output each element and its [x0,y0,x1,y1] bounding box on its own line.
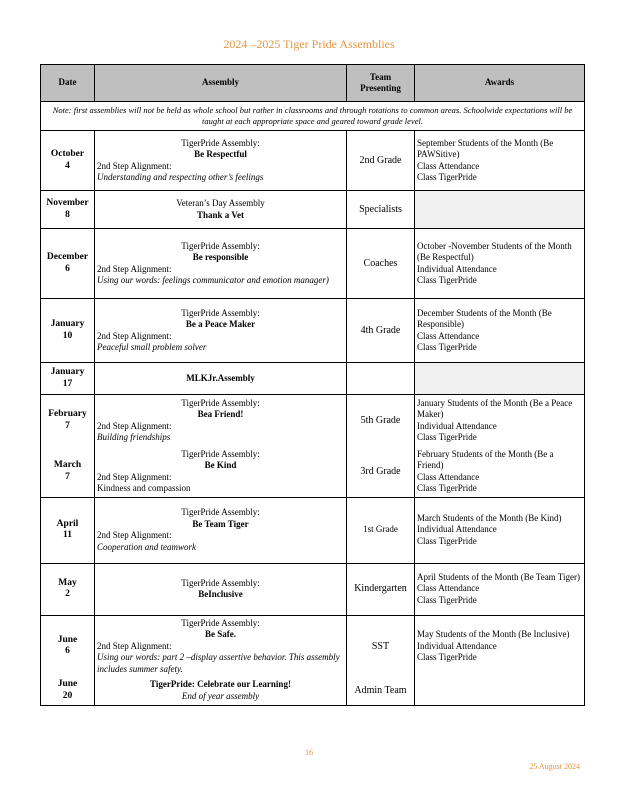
assembly-cell: TigerPride Assembly: Bea Friend! 2nd Step Alignment: Building friendships [95,395,347,447]
awards-cell: March Students of the Month (Be Kind) Individual Attendance Class TigerPride [415,497,585,563]
header-date: Date [41,65,95,102]
table-row [41,447,585,498]
awards-cell [415,363,585,395]
note-text: Note: first assemblies will not be held as whole school but rather in classrooms and through rotations to common areas. Schoolwide expectations will be taught at each appropriate space and geared toward grade level. [41,102,585,131]
table-row [41,229,585,299]
awards-cell: January Students of the Month (Be a Peace Maker) Individual Attendance Class TigerPride [415,395,585,447]
team-cell: 4th Grade [347,299,415,363]
table-row [41,677,585,705]
team-cell: 3rd Grade [347,447,415,498]
team-cell: Coaches [347,229,415,299]
awards-cell: December Students of the Month (Be Responsible) Class Attendance Class TigerPride [415,299,585,363]
team-cell: Specialists [347,191,415,229]
date-cell: November 8 [41,191,95,229]
awards-cell [415,191,585,229]
team-cell: Kindergarten [347,563,415,615]
date-cell: March 7 [41,447,95,498]
team-cell: 1st Grade [347,497,415,563]
table-header-row [41,65,585,102]
table-row [41,615,585,677]
table-row [41,563,585,615]
team-cell: 5th Grade [347,395,415,447]
team-cell: Admin Team [347,677,415,705]
note-row [41,102,585,131]
page-number: 16 [305,748,313,757]
assembly-cell: Veteran’s Day Assembly Thank a Vet [95,191,347,229]
table-row [41,299,585,363]
header-assembly: Assembly [95,65,347,102]
table-row [41,191,585,229]
team-cell [347,363,415,395]
date-cell: January 17 [41,363,95,395]
document-title: 2024 –2025 Tiger Pride Assemblies [223,37,395,51]
table-row [41,131,585,191]
assembly-cell: TigerPride Assembly: Be Respectful 2nd Step Alignment: Understanding and respecting other’s feelings [95,131,347,191]
awards-cell: April Students of the Month (Be Team Tiger) Class Attendance Class TigerPride [415,563,585,615]
assembly-cell: MLKJr.Assembly [95,363,347,395]
assembly-cell: TigerPride Assembly: Be Kind 2nd Step Alignment: Kindness and compassion [95,447,347,498]
awards-cell: May Students of the Month (Be Inclusive) Individual Attendance Class TigerPride [415,615,585,677]
date-cell: June 6 [41,615,95,677]
date-cell: October 4 [41,131,95,191]
assembly-cell: TigerPride Assembly: Be Team Tiger 2nd Step Alignment: Cooperation and teamwork [95,497,347,563]
team-cell: 2nd Grade [347,131,415,191]
team-cell: SST [347,615,415,677]
assembly-cell: TigerPride Assembly: Be a Peace Maker 2nd Step Alignment: Peaceful small problem solver [95,299,347,363]
date-cell: April 11 [41,497,95,563]
date-cell: May 2 [41,563,95,615]
awards-cell [415,677,585,705]
assembly-cell: TigerPride Assembly: Be Safe. 2nd Step Alignment: Using our words: part 2 –display assertive behavior. This assembly includes summer safety. [95,615,347,677]
table-row [41,395,585,447]
awards-cell: September Students of the Month (Be PAWSitive) Class Attendance Class TigerPride [415,131,585,191]
assembly-cell: TigerPride Assembly: Be responsible 2nd Step Alignment: Using our words: feelings communicator and emotion manager) [95,229,347,299]
assembly-schedule-table [40,64,585,706]
assembly-cell: TigerPride: Celebrate our Learning! End of year assembly [95,677,347,705]
awards-cell: October -November Students of the Month (Be Respectful) Individual Attendance Class TigerPride [415,229,585,299]
header-awards: Awards [415,65,585,102]
date-cell: January 10 [41,299,95,363]
date-cell: June 20 [41,677,95,705]
table-row [41,363,585,395]
awards-cell: February Students of the Month (Be a Friend) Class Attendance Class TigerPride [415,447,585,498]
footer-date: 25 August 2024 [529,762,580,771]
date-cell: December 6 [41,229,95,299]
header-team: Team Presenting [347,65,415,102]
date-cell: February 7 [41,395,95,447]
assembly-cell: TigerPride Assembly: BeInclusive [95,563,347,615]
table-row [41,497,585,563]
